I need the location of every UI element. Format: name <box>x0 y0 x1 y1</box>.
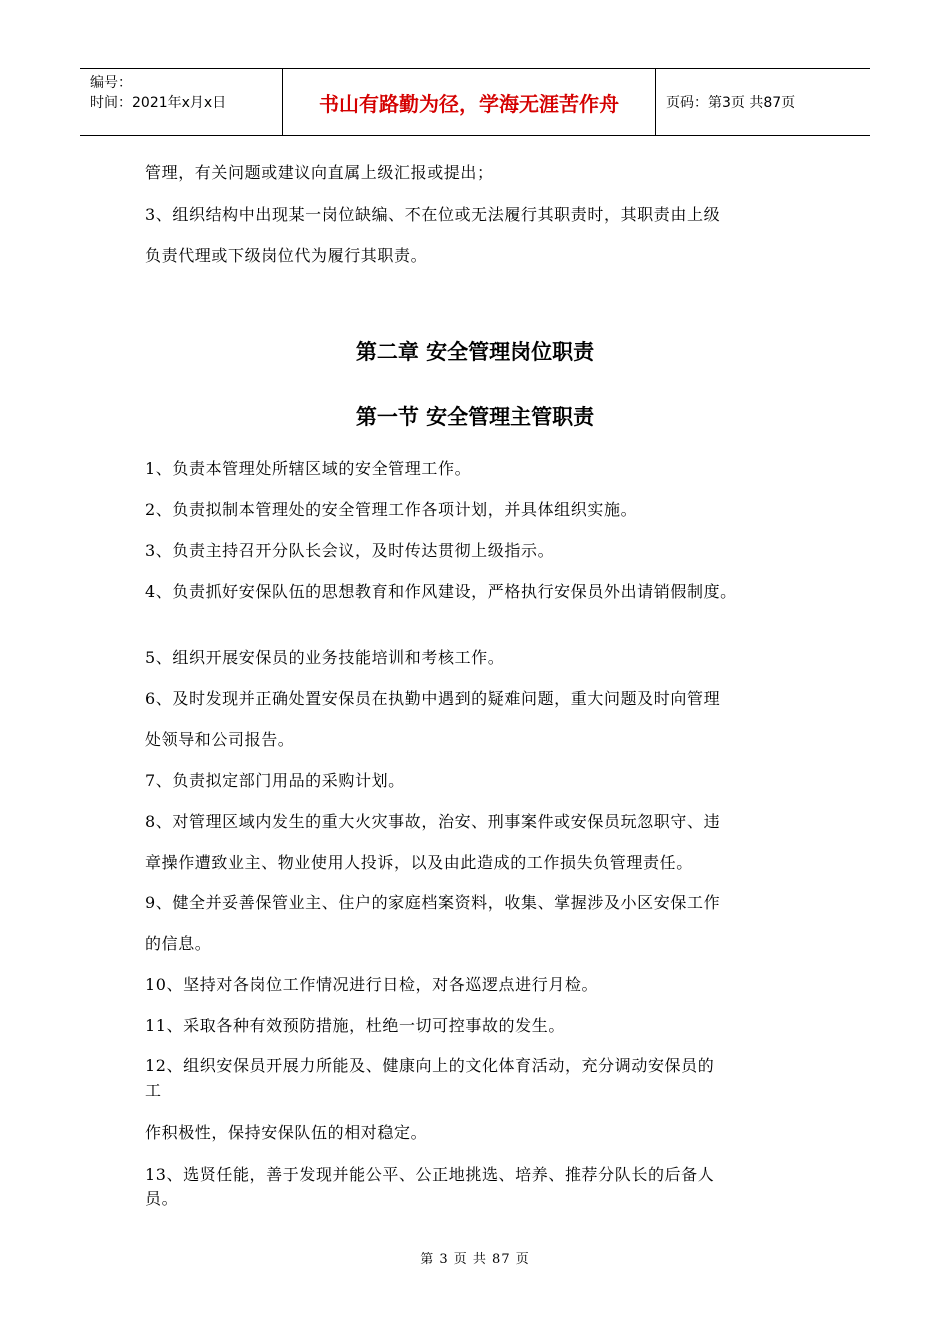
list-item: 处领导和公司报告。 <box>145 730 295 749</box>
list-item: 工 <box>145 1081 162 1100</box>
list-item: 4、负责抓好安保队伍的思想教育和作风建设，严格执行安保员外出请销假制度。 <box>145 582 737 601</box>
list-item: 7、负责拟定部门用品的采购计划。 <box>145 771 405 790</box>
list-item: 10、坚持对各岗位工作情况进行日检，对各巡逻点进行月检。 <box>145 975 599 994</box>
header-motto: 书山有路勤为径，学海无涯苦作舟 <box>282 69 656 135</box>
list-item: 章操作遭致业主、物业使用人投诉，以及由此造成的工作损失负管理责任。 <box>145 853 693 872</box>
page-header <box>80 68 870 136</box>
list-item: 员。 <box>145 1189 179 1208</box>
header-number: 编号： <box>90 75 132 91</box>
list-item: 13、选贤任能，善于发现并能公平、公正地挑选、培养、推荐分队长的后备人 <box>145 1165 715 1184</box>
chapter-heading: 第二章 安全管理岗位职责 <box>355 340 595 364</box>
list-item: 12、组织安保员开展力所能及、健康向上的文化体育活动，充分调动安保员的 <box>145 1056 715 1075</box>
list-item: 11、采取各种有效预防措施，杜绝一切可控事故的发生。 <box>145 1016 565 1035</box>
list-item: 作积极性，保持安保队伍的相对稳定。 <box>145 1123 428 1142</box>
page-footer: 第 3 页 共 87 页 <box>420 1252 530 1267</box>
header-date: 时间：2021年x月x日 <box>90 95 227 111</box>
list-item: 1、负责本管理处所辖区域的安全管理工作。 <box>145 459 472 478</box>
section-heading: 第一节 安全管理主管职责 <box>355 405 595 429</box>
list-item: 9、健全并妥善保管业主、住户的家庭档案资料，收集、掌握涉及小区安保工作 <box>145 893 721 912</box>
list-item: 5、组织开展安保员的业务技能培训和考核工作。 <box>145 648 505 667</box>
paragraph: 管理，有关问题或建议向直属上级汇报或提出； <box>145 163 494 182</box>
paragraph: 3、组织结构中出现某一岗位缺编、不在位或无法履行其职责时，其职责由上级 <box>145 205 721 224</box>
list-item: 8、对管理区域内发生的重大火灾事故，治安、刑事案件或安保员玩忽职守、违 <box>145 812 721 831</box>
header-page-number: 页码：第3页 共87页 <box>666 95 796 111</box>
list-item: 2、负责拟制本管理处的安全管理工作各项计划，并具体组织实施。 <box>145 500 638 519</box>
list-item: 6、及时发现并正确处置安保员在执勤中遇到的疑难问题，重大问题及时向管理 <box>145 689 721 708</box>
list-item: 3、负责主持召开分队长会议，及时传达贯彻上级指示。 <box>145 541 555 560</box>
paragraph: 负责代理或下级岗位代为履行其职责。 <box>145 246 428 265</box>
header-meta <box>80 69 282 135</box>
list-item: 的信息。 <box>145 934 212 953</box>
